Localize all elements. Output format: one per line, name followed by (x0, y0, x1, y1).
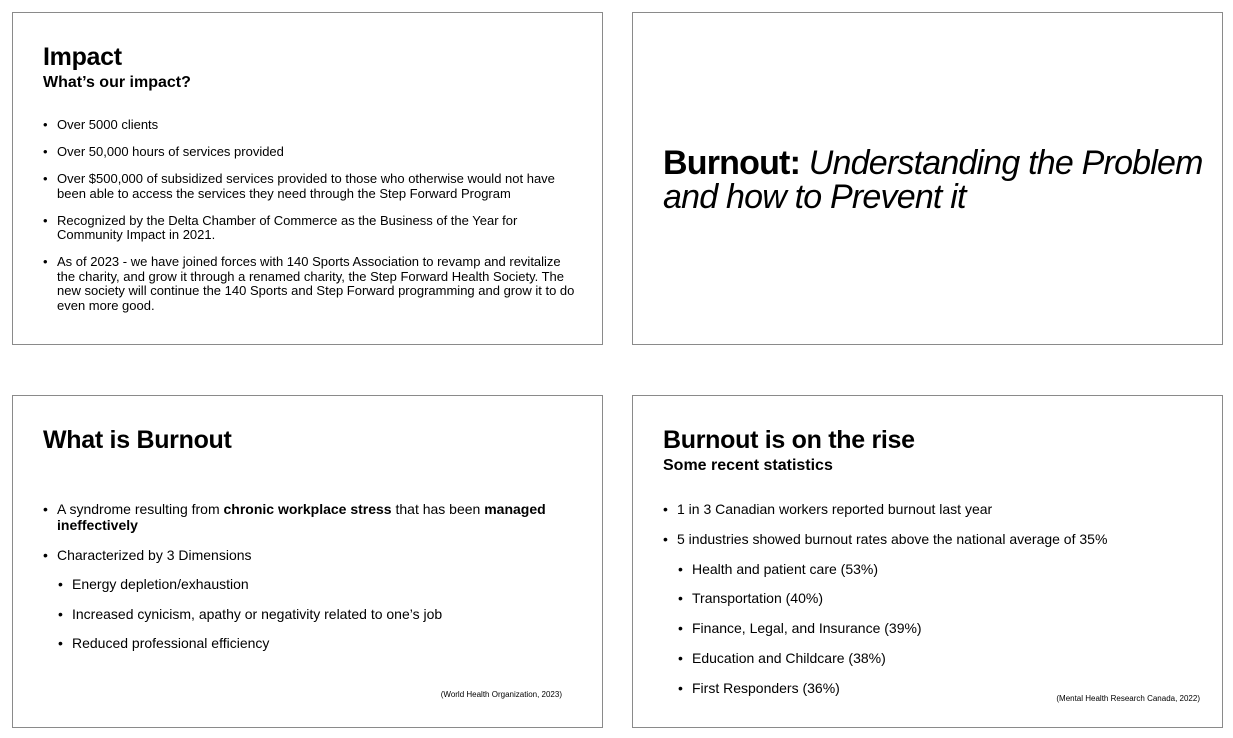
sub-bullet-item: • Finance, Legal, and Insurance (39%) (678, 620, 1196, 636)
bullet-emphasis: chronic workplace stress (223, 501, 392, 517)
bullet-item: • Characterized by 3 Dimensions (43, 547, 576, 563)
sub-bullet-item: • First Responders (36%) (678, 680, 1196, 696)
citation: (World Health Organization, 2023) (440, 690, 562, 699)
sub-bullet-item: • Increased cynicism, apathy or negativity related to one’s job (58, 606, 576, 622)
sub-bullet-item: • Reduced professional efficiency (58, 635, 576, 651)
slide-title: What is Burnout (43, 426, 232, 454)
bullet-list (43, 118, 576, 326)
slide-subtitle: What’s our impact? (43, 74, 191, 91)
sub-bullet-item: • Energy depletion/exhaustion (58, 576, 576, 592)
slide-title: Burnout is on the rise (663, 426, 915, 454)
section-title (663, 146, 1222, 214)
citation: (Mental Health Research Canada, 2022) (1056, 694, 1200, 703)
bullet-text: A syndrome resulting from (57, 501, 224, 517)
slide-burnout-rise (632, 395, 1223, 728)
bullet-item: • Over 50,000 hours of services provided (43, 145, 576, 160)
slide-subtitle: Some recent statistics (663, 457, 833, 474)
slide-title: Impact (43, 43, 122, 71)
sub-bullet-item: • Education and Childcare (38%) (678, 650, 1196, 666)
slide-impact (12, 12, 603, 345)
bullet-text: that has been (391, 501, 485, 517)
section-title-bold: Burnout: (663, 144, 801, 182)
sub-bullet-item: • Transportation (40%) (678, 590, 1196, 606)
slide-what-is-burnout (12, 395, 603, 728)
bullet-item (43, 501, 576, 533)
bullet-item: • Over 5000 clients (43, 118, 576, 133)
bullet-item: • 5 industries showed burnout rates above the national average of 35% (663, 531, 1196, 547)
bullet-list (663, 501, 1196, 710)
slide-burnout-title (632, 12, 1223, 345)
bullet-list (43, 501, 576, 665)
sub-bullet-item: • Health and patient care (53%) (678, 561, 1196, 577)
bullet-item: • Recognized by the Delta Chamber of Commerce as the Business of the Year for Community Impact in 2021. (43, 214, 576, 243)
section-title-italic: Understanding the Problem and how to Prevent it (663, 144, 1203, 216)
bullet-emphasis: managed ineffectively (57, 501, 546, 533)
bullet-item: • As of 2023 - we have joined forces with 140 Sports Association to revamp and revitalize the charity, and grow it through a renamed charity, the Step Forward Health Society. The new society will continue the 140 Sports and Step Forward programming and grow it to do even more good. (43, 255, 576, 313)
bullet-item: • 1 in 3 Canadian workers reported burnout last year (663, 501, 1196, 517)
bullet-item: • Over $500,000 of subsidized services provided to those who otherwise would not have been able to access the services they need through the Step Forward Program (43, 172, 576, 201)
